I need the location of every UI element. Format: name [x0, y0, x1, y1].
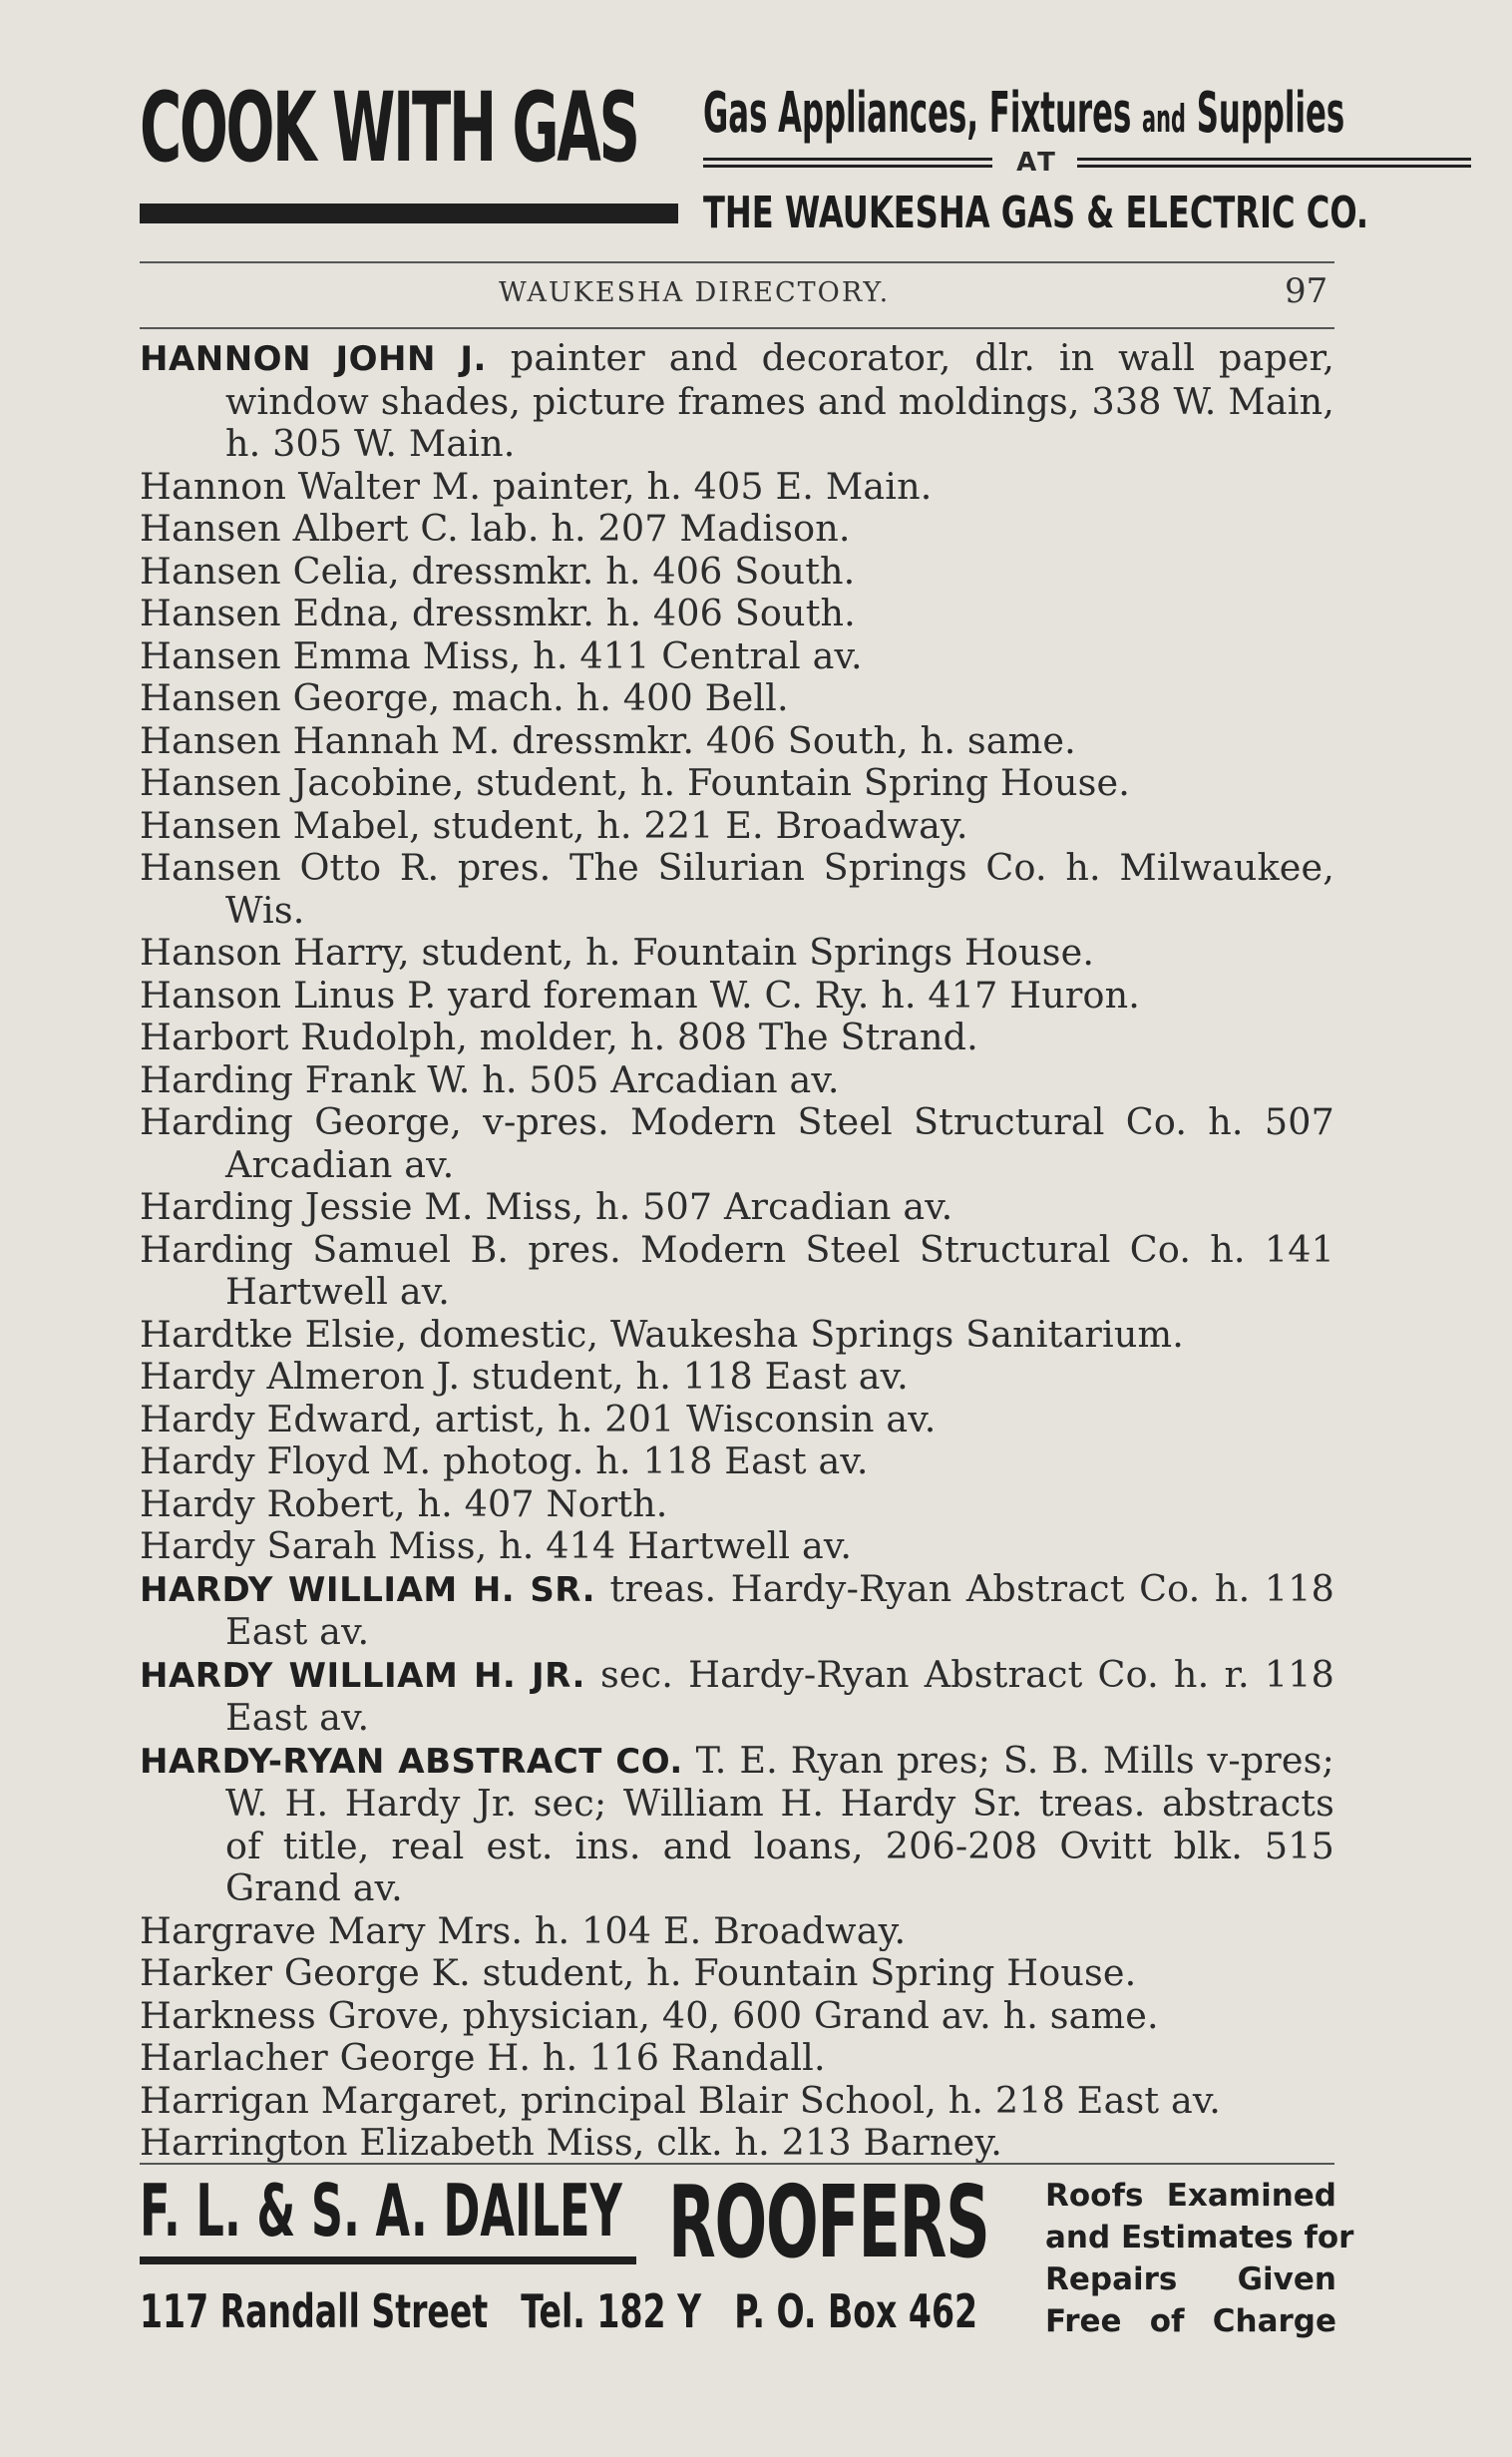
roofers-word: ROOFERS: [668, 2164, 989, 2280]
directory-entry: [140, 508, 1334, 551]
directory-entry: [140, 1654, 1334, 1740]
entry-bold-name: HANNON JOHN J.: [140, 339, 487, 379]
entry-text: Hardy Edward, artist, h. 201 Wisconsin av.: [140, 1397, 937, 1440]
directory-entry: [140, 847, 1334, 932]
directory-entry: [140, 1440, 1334, 1483]
directory-entry: [140, 1483, 1334, 1526]
directory-entry: [140, 2080, 1334, 2123]
roofers-advertisement: [140, 2164, 1354, 2352]
offer-line: and Estimates for: [1045, 2220, 1354, 2255]
directory-entries: [140, 337, 1334, 2165]
ad-at-row: [703, 150, 1471, 180]
entry-text: Harker George K. student, h. Fountain Spring House.: [140, 1951, 1137, 1994]
directory-entry: [140, 1101, 1334, 1186]
directory-entry: [140, 593, 1334, 635]
running-head-title: WAUKESHA DIRECTORY.: [499, 277, 891, 308]
firm-underline-bar: [140, 2256, 636, 2264]
ad-products-line: [703, 81, 1345, 149]
directory-entry: [140, 1186, 1334, 1229]
directory-entry: [140, 1740, 1334, 1910]
entry-text: Hardy Almeron J. student, h. 118 East av.: [140, 1355, 909, 1398]
entry-text: Hardy Floyd M. photog. h. 118 East av.: [140, 1439, 869, 1482]
directory-entry: [140, 1910, 1334, 1953]
roofer-telephone: Tel. 182 Y: [521, 2284, 702, 2338]
entry-text: Hansen George, mach. h. 400 Bell.: [140, 676, 789, 719]
directory-entry: [140, 337, 1334, 466]
entry-text: Harrington Elizabeth Miss, clk. h. 213 Barney.: [140, 2121, 1003, 2164]
entry-text: Hansen Edna, dressmkr. h. 406 South.: [140, 592, 856, 634]
offer-line: Free of Charge: [1045, 2303, 1336, 2339]
directory-entry: [140, 466, 1334, 509]
directory-entry: [140, 720, 1334, 763]
directory-entry: [140, 805, 1334, 848]
page-number: 97: [1285, 271, 1328, 311]
entry-text: Harding George, v-pres. Modern Steel Structural Co. h. 507 Arcadian av.: [140, 1100, 1334, 1186]
offer-line: Repairs Given: [1045, 2261, 1336, 2297]
directory-entry: [140, 1017, 1334, 1059]
directory-entry: [140, 1952, 1334, 1995]
directory-entry: [140, 2037, 1334, 2080]
directory-entry: [140, 1995, 1334, 2038]
entry-text: painter and decorator, dlr. in wall paper, window shades, picture frames and moldings, 338 W. Main, h. 305 W. Main.: [225, 336, 1334, 465]
entry-text: Hansen Otto R. pres. The Silurian Springs Co. h. Milwaukee, Wis.: [140, 846, 1334, 932]
entry-text: Harding Samuel B. pres. Modern Steel Structural Co. h. 141 Hartwell av.: [140, 1227, 1334, 1313]
roofer-contact-line: [140, 2286, 977, 2336]
headline-underline-bar: [140, 204, 678, 223]
directory-entry: [140, 635, 1334, 678]
ad-products-a: Gas Appliances, Fixtures: [703, 81, 1143, 146]
entry-text: Hanson Harry, student, h. Fountain Springs House.: [140, 931, 1095, 974]
double-rule-left: [703, 158, 992, 168]
entry-text: Harbort Rudolph, molder, h. 808 The Strand.: [140, 1016, 978, 1058]
ad-company-name: THE WAUKESHA GAS & ELECTRIC CO.: [703, 188, 1369, 238]
entry-text: Hansen Mabel, student, h. 221 E. Broadway.: [140, 803, 968, 847]
entry-text: Hardy Sarah Miss, h. 414 Hartwell av.: [140, 1524, 853, 1567]
roofer-offer-note: [1045, 2175, 1354, 2342]
entry-text: Harrigan Margaret, principal Blair School, h. 218 East av.: [140, 2078, 1222, 2122]
entry-text: T. E. Ryan pres; S. B. Mills v-pres; W. H. Hardy Jr. sec; William H. Hardy Sr. treas. abstracts of title, real est. ins. and loans, 206-208 Ovitt blk. 515 Grand av.: [225, 1738, 1334, 1909]
entry-bold-name: HARDY WILLIAM H. JR.: [140, 1655, 585, 1696]
directory-entry: [140, 551, 1334, 594]
directory-entry: [140, 1314, 1334, 1357]
entry-text: Hansen Emma Miss, h. 411 Central av.: [140, 633, 863, 677]
entry-bold-name: HARDY-RYAN ABSTRACT CO.: [140, 1741, 683, 1782]
directory-entry: [140, 932, 1334, 975]
ad-products-and: and: [1142, 97, 1186, 141]
header-rule-bottom: [140, 327, 1334, 329]
directory-entry: [140, 677, 1334, 720]
entry-text: Harding Jessie M. Miss, h. 507 Arcadian av.: [140, 1185, 953, 1228]
directory-entry: [140, 1525, 1334, 1568]
entry-text: sec. Hardy-Ryan Abstract Co. h. r. 118 East av.: [225, 1652, 1334, 1739]
roofer-firm-name: F. L. & S. A. DAILEY: [140, 2169, 622, 2252]
entry-text: Hansen Celia, dressmkr. h. 406 South.: [140, 549, 856, 593]
double-rule-right: [1077, 158, 1471, 168]
entry-text: Harding Frank W. h. 505 Arcadian av.: [140, 1057, 840, 1101]
entry-text: Hargrave Mary Mrs. h. 104 E. Broadway.: [140, 1908, 907, 1952]
directory-entry: [140, 2122, 1334, 2165]
entry-text: Hardtke Elsie, domestic, Waukesha Springs Sanitarium.: [140, 1312, 1184, 1356]
ad-at-word: AT: [1016, 148, 1058, 178]
ad-products-b: Supplies: [1185, 81, 1345, 146]
roofer-street: 117 Randall Street: [140, 2284, 489, 2338]
gas-company-advertisement: [140, 72, 1369, 239]
roofer-po-box: P. O. Box 462: [734, 2284, 978, 2338]
directory-entry: [140, 762, 1334, 805]
entry-text: treas. Hardy-Ryan Abstract Co. h. 118 East av.: [225, 1566, 1334, 1653]
entry-bold-name: HARDY WILLIAM H. SR.: [140, 1569, 596, 1610]
offer-line: Roofs Examined: [1045, 2178, 1336, 2214]
directory-entry: [140, 975, 1334, 1018]
directory-entry: [140, 1229, 1334, 1314]
entry-text: Harkness Grove, physician, 40, 600 Grand av. h. same.: [140, 1993, 1159, 2037]
directory-entry: [140, 1568, 1334, 1654]
entry-text: Hanson Linus P. yard foreman W. C. Ry. h. 417 Huron.: [140, 973, 1140, 1017]
entry-text: Hardy Robert, h. 407 North.: [140, 1481, 668, 1525]
entry-text: Hannon Walter M. painter, h. 405 E. Main.: [140, 464, 933, 508]
directory-entry: [140, 1399, 1334, 1441]
header-rule-top: [140, 261, 1334, 263]
directory-entry: [140, 1356, 1334, 1399]
directory-entry: [140, 1059, 1334, 1102]
entry-text: Harlacher George H. h. 116 Randall.: [140, 2036, 826, 2079]
entry-text: Hansen Hannah M. dressmkr. 406 South, h. same.: [140, 718, 1076, 762]
ad-headline: COOK WITH GAS: [140, 72, 638, 184]
entry-text: Hansen Jacobine, student, h. Fountain Spring House.: [140, 761, 1131, 804]
entry-text: Hansen Albert C. lab. h. 207 Madison.: [140, 507, 851, 550]
